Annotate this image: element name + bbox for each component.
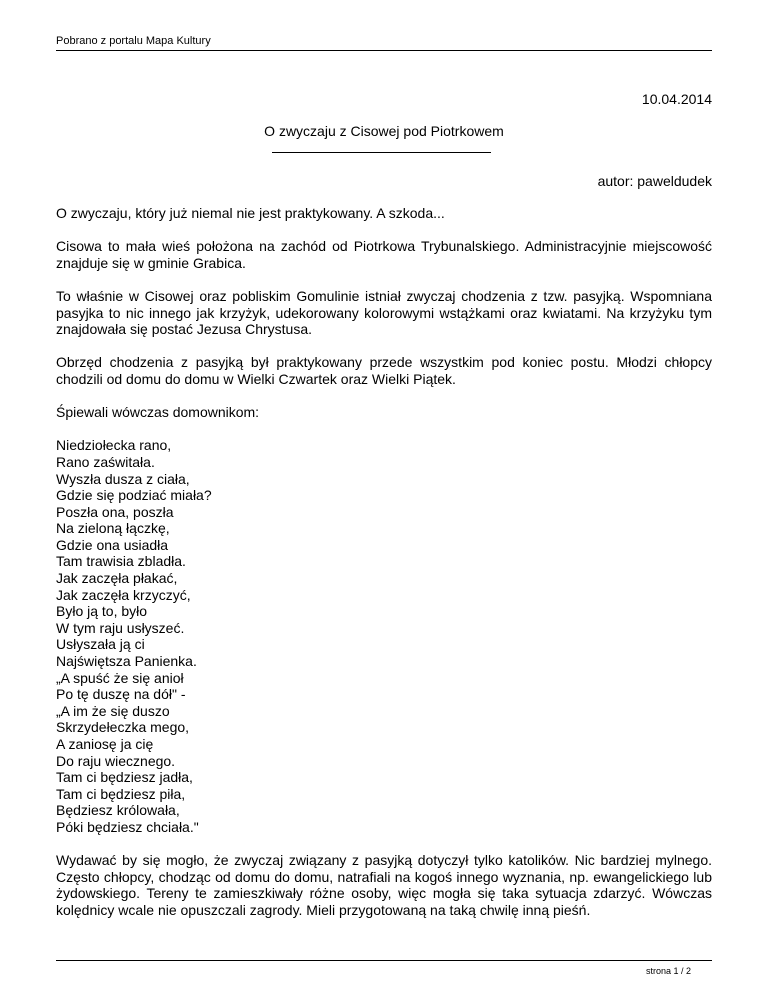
header-divider [56,50,712,51]
poem-line: Najświętsza Panienka. [56,653,197,670]
page-number: strona 1 / 2 [645,966,691,976]
poem-line: Tam trawisia zbladła. [56,553,186,570]
source-label: Pobrano z portalu Mapa Kultury [56,35,211,47]
poem [56,437,712,835]
footer-divider [56,960,712,961]
poem-line: Po tę duszę na dół" - [56,686,186,703]
paragraph-ritual: Obrzęd chodzenia z pasyjką był praktykowany przede wszystkim pod koniec postu. Młodzi chłopcy chodzili od domu do domu w Wielki Czwartek oraz Wielki Piątek. [56,354,712,387]
paragraph-location: Cisowa to mała wieś położona na zachód od Piotrkowa Trybunalskiego. Administracyjnie miejscowość znajduje się w gminie Grabica. [56,238,712,271]
poem-line: Było ją to, było [56,603,148,620]
poem-line: Tam ci będziesz jadła, [56,769,193,786]
document-body [56,205,712,935]
poem-line: „A im że się duszo [56,702,170,719]
poem-line: Skrzydełeczka mego, [56,719,190,736]
document-author: autor: paweldudek [597,173,712,189]
poem-line: Poszła ona, poszła [56,503,174,520]
paragraph-intro: O zwyczaju, który już niemal nie jest praktykowany. A szkoda... [56,205,445,221]
poem-line: Na zieloną łączkę, [56,520,170,537]
paragraph-closing: Wydawać by się mogło, że zwyczaj związany z pasyjką dotyczył tylko katolików. Nic bardziej mylnego. Często chłopcy, chodząc od domu do domu, natrafiali na kogoś innego wyznania, np. ewangelickiego lub żydowskiego. Tereny te zamieszkiwały różne osoby, więc mogła się taka sytuacja zdarzyć. Wówczas kolędnicy wcale nie opuszczali zagrody. Mieli przygotowaną na taką chwilę inną pieśń. [56,852,712,918]
poem-line: Gdzie ona usiadła [56,536,169,553]
poem-line: W tym raju usłyszeć. [56,619,185,636]
poem-line: Jak zaczęła krzyczyć, [56,586,191,603]
poem-line: Rano zaświtała. [56,453,155,470]
poem-line: Jak zaczęła płakać, [56,570,178,587]
poem-line: Wyszła dusza z ciała, [56,470,190,487]
poem-line: Niedziołecka rano, [56,437,172,454]
poem-line: Do raju wiecznego. [56,752,176,769]
poem-line: A zaniosę ja cię [56,736,154,752]
poem-line: Tam ci będziesz piła, [56,785,186,802]
document-title: O zwyczaju z Cisowej pod Piotrkowem [264,123,504,139]
poem-line: „A spuść że się anioł [56,669,184,686]
poem-line: Będziesz królowała, [56,802,180,819]
poem-line: Usłyszała ją ci [56,636,145,653]
poem-line: Gdzie się podziać miała? [56,487,212,504]
title-underline [272,152,491,153]
paragraph-song-intro: Śpiewali wówczas domownikom: [56,404,260,421]
document-date: 10.04.2014 [641,91,712,107]
paragraph-custom: To właśnie w Cisowej oraz pobliskim Gomulinie istniał zwyczaj chodzenia z tzw. pasyjką. Wspomniana pasyjka to nic innego jak krzyżyk, udekorowany kolorowymi wstążkami oraz kwiatami. Na krzyżyku tym znajdowała się postać Jezusa Chrystusa. [56,287,712,338]
poem-line: Póki będziesz chciała." [56,818,199,835]
